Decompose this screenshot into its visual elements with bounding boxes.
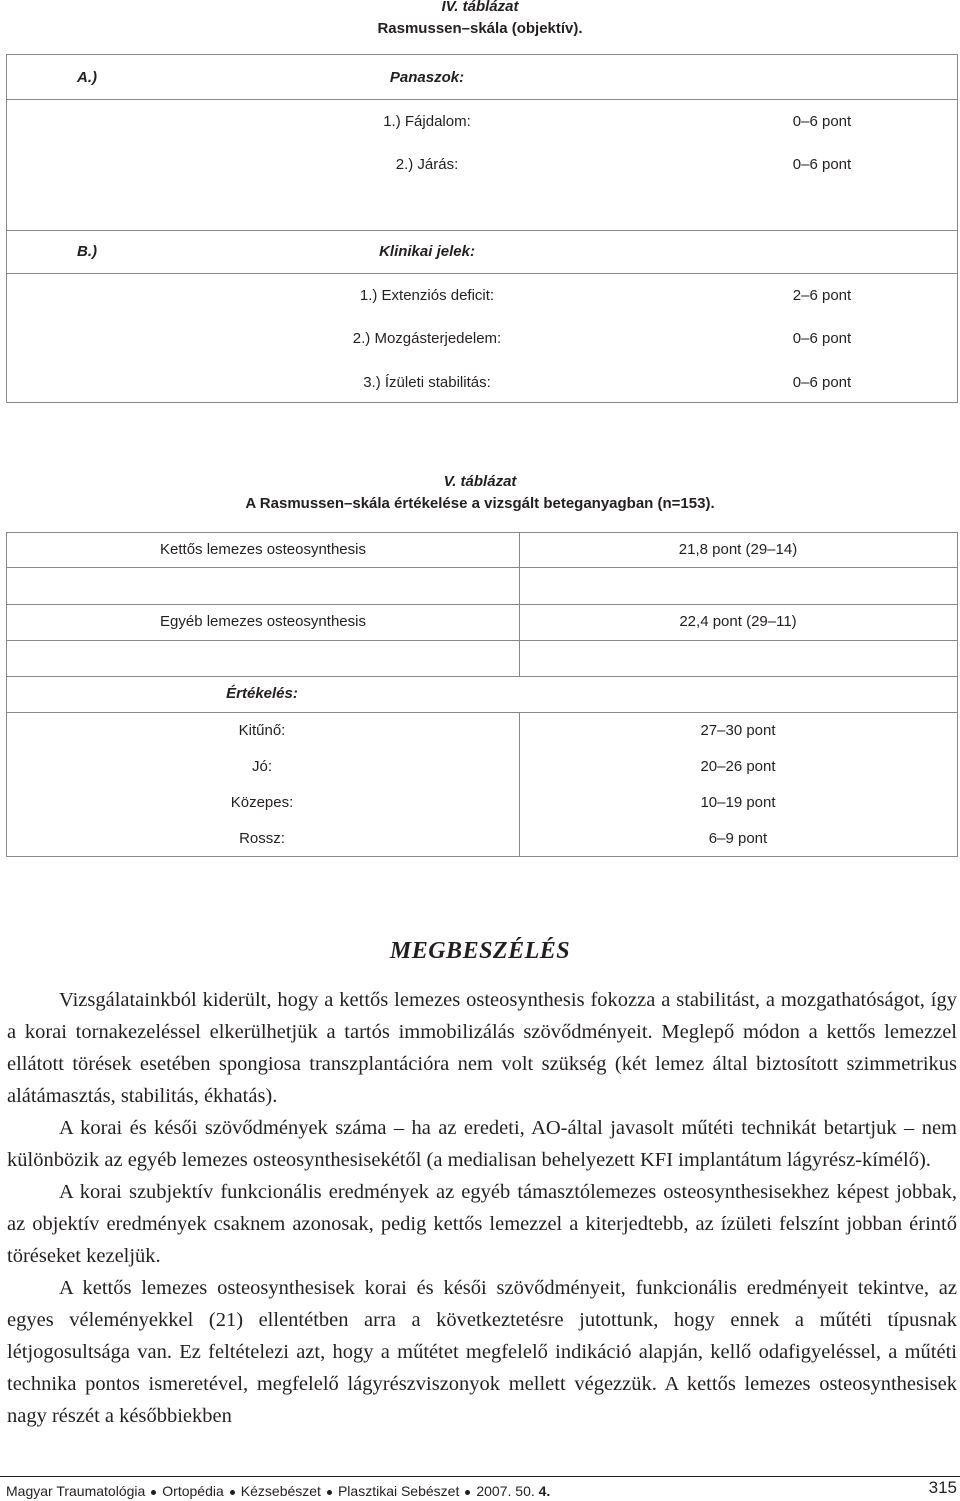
evaluation-label: Rossz: bbox=[239, 830, 285, 847]
bullet-icon bbox=[151, 1490, 156, 1495]
table-iv-caption bbox=[0, 0, 960, 40]
evaluation-heading: Értékelés: bbox=[226, 685, 298, 702]
table-v-row-value: 21,8 pont (29–14) bbox=[678, 541, 798, 558]
table-iv-number: IV. táblázat bbox=[441, 0, 519, 15]
table-iv-points: 0–6 pont bbox=[792, 156, 852, 173]
table-iv-points: 0–6 pont bbox=[792, 374, 852, 391]
paragraph: A kettős lemezes osteosynthesisek korai és késői szövődményeit, funkcionális eredményeit tekintve, az egyes véleményekkel (21) ellentétben arra a következtetésre jutottunk, hogy ennek a műtéti típusnak létjogosultsága van. Ez feltételezi azt, hogy a műtétet megfelelő indikáció alapján, kellő odafigyeléssel, a műtéti technika pontos ismeretével, megfelelő lágyrészviszonyok mellett végezzük. A kettős lemezes osteosynthesisek nagy részét a későbbiekben bbox=[7, 1277, 957, 1427]
evaluation-label: Kitűnő: bbox=[238, 722, 286, 739]
discussion-title: MEGBESZÉLÉS bbox=[389, 938, 571, 964]
bullet-icon bbox=[327, 1490, 332, 1495]
table-iv-item: 3.) Ízületi stabilitás: bbox=[363, 374, 491, 391]
table-v-row-value: 22,4 pont (29–11) bbox=[679, 613, 797, 630]
journal-footer bbox=[6, 1482, 550, 1500]
section-b-heading: Klinikai jelek: bbox=[379, 243, 475, 260]
table-iv bbox=[6, 54, 958, 403]
footer-rule bbox=[0, 1476, 960, 1477]
table-v-number: V. táblázat bbox=[443, 473, 517, 490]
table-v bbox=[6, 532, 958, 857]
paragraph: A korai szubjektív funkcionális eredmények az egyéb támasztólemezes osteosynthesisekhez képest jobbak, az objektív eredmények csaknem azonosak, pedig kettős lemezzel a kiterjedtebb, az ízületi felszínt jobban érintő töréseket kezeljük. bbox=[7, 1181, 957, 1267]
section-a-heading: Panaszok: bbox=[389, 69, 465, 86]
evaluation-label: Közepes: bbox=[230, 794, 294, 811]
table-iv-item: 1.) Fájdalom: bbox=[383, 113, 471, 130]
evaluation-label: Jó: bbox=[251, 758, 272, 775]
bullet-icon bbox=[465, 1490, 470, 1495]
evaluation-range: 10–19 pont bbox=[700, 794, 776, 811]
journal-section: Kézsebészet bbox=[240, 1483, 321, 1499]
paragraph: A korai és késői szövődmények száma – ha az eredeti, AO-által javasolt műtéti technikát betartjuk – nem különbözik az egyéb lemezes osteosynthesisekétől (a medialisan behelyezett KFI implantátum lágyrész-kímélő). bbox=[7, 1117, 957, 1171]
evaluation-range: 27–30 pont bbox=[700, 722, 776, 739]
journal-section: Ortopédia bbox=[162, 1483, 224, 1499]
section-a-letter: A.) bbox=[77, 69, 97, 86]
table-v-caption bbox=[0, 471, 960, 515]
table-v-title: A Rasmussen–skála értékelése a vizsgált beteganyagban (n=153). bbox=[245, 495, 715, 512]
paragraph: Vizsgálatainkból kiderült, hogy a kettős lemezes osteosynthesis fokozza a stabilitást, a mozgathatóságot, így a korai tornakezeléssel elkerülhetjük a tartós immobilizálás szövődményeit. Meglepő módon a kettős lemezzel ellátott törések esetében spongiosa transzplantációra nem volt szükség (két lemez által biztosított szimmetrikus alátámasztás, stabilitás, ékhatás). bbox=[7, 989, 957, 1107]
journal-year-volume: 2007. 50. bbox=[476, 1483, 539, 1499]
table-v-row-label: Egyéb lemezes osteosynthesis bbox=[160, 613, 366, 630]
journal-name: Magyar Traumatológia bbox=[6, 1483, 146, 1499]
page-number: 315 bbox=[928, 1478, 957, 1497]
journal-section: Plasztikai Sebészet bbox=[337, 1483, 460, 1499]
table-iv-points: 0–6 pont bbox=[792, 330, 852, 347]
table-iv-item: 1.) Extenziós deficit: bbox=[359, 287, 495, 304]
evaluation-range: 6–9 pont bbox=[708, 830, 768, 847]
table-iv-points: 2–6 pont bbox=[792, 287, 852, 304]
section-b-letter: B.) bbox=[77, 243, 97, 260]
bullet-icon bbox=[230, 1490, 235, 1495]
table-iv-title: Rasmussen–skála (objektív). bbox=[377, 20, 583, 37]
table-iv-points: 0–6 pont bbox=[792, 113, 852, 130]
evaluation-range: 20–26 pont bbox=[700, 758, 776, 775]
table-iv-item: 2.) Járás: bbox=[395, 156, 459, 173]
table-iv-item: 2.) Mozgásterjedelem: bbox=[352, 330, 502, 347]
discussion-body bbox=[7, 984, 957, 1432]
table-v-row-label: Kettős lemezes osteosynthesis bbox=[160, 541, 366, 558]
journal-issue: 4. bbox=[538, 1483, 551, 1499]
